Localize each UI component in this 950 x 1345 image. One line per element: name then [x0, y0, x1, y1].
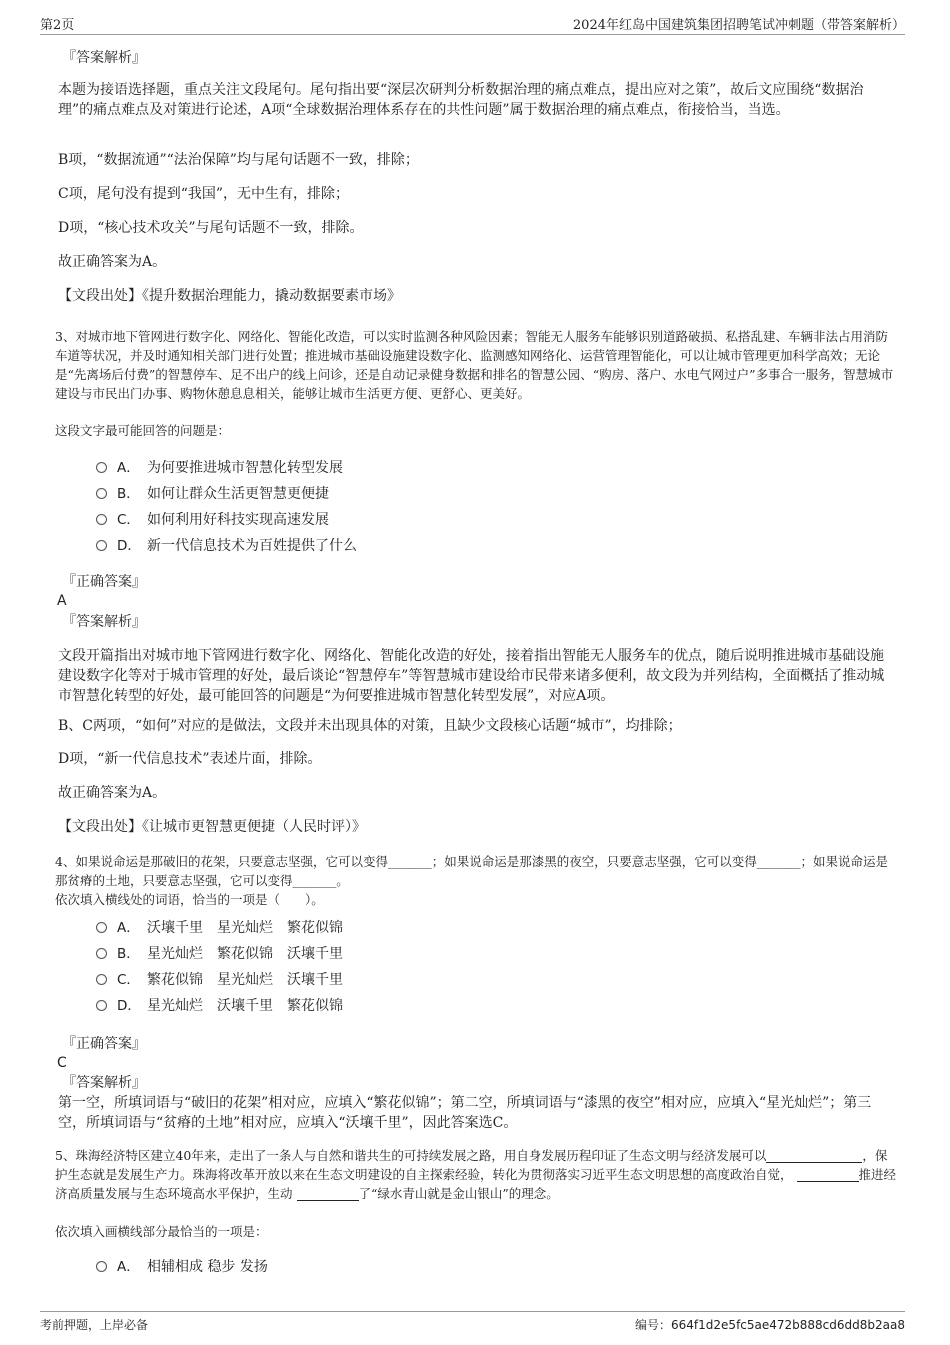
radio-icon[interactable] [96, 488, 107, 499]
radio-icon[interactable] [96, 922, 107, 933]
q4-analysis-text: 第一空，所填词语与“破旧的花架”相对应，应填入“繁花似锦”；第二空，所填词语与“漆黑的夜空”相对应，应填入“星光灿烂”；第三空，所填词语与“贫瘠的土地”相对应，应填入“沃壤千里”，因此答案选C。 [58, 1095, 872, 1131]
q5-blank-3 [297, 1186, 359, 1201]
q4-stem: 4、如果说命运是那破旧的花架，只要意志坚强，它可以变得_______；如果说命运是那漆黑的夜空，只要意志坚强，它可以变得_______；如果说命运是那贫瘠的土地，只要意志坚强，它可以变得_______。 [55, 854, 888, 888]
q3-option-a[interactable]: A． 为何要推进城市智慧化转型发展 [96, 456, 343, 477]
q3-answer-title: 『正确答案』 [62, 574, 146, 590]
document-title: 2024年红岛中国建筑集团招聘笔试冲刺题（带答案解析） [572, 18, 905, 33]
q2-conclusion: 故正确答案为A。 [58, 254, 167, 270]
q3-analysis-title: 『答案解析』 [62, 614, 146, 630]
q5-blank-1 [766, 1148, 862, 1163]
page-footer [40, 1311, 905, 1332]
q5-question: 依次填入画横线部分最恰当的一项是： [55, 1224, 268, 1239]
q4-analysis-title: 『答案解析』 [62, 1075, 146, 1091]
q4-option-d[interactable]: D． 星光灿烂 沃壤千里 繁花似锦 [96, 994, 343, 1015]
q5-blank-2 [797, 1167, 859, 1182]
q2-analysis-title: 『答案解析』 [62, 50, 146, 66]
q4-answer-title: 『正确答案』 [62, 1036, 146, 1052]
radio-icon[interactable] [96, 948, 107, 959]
radio-icon[interactable] [96, 514, 107, 525]
q2-source: 【文段出处】《提升数据治理能力，撬动数据要素市场》 [58, 288, 401, 304]
footer-slogan: 考前押题，上岸必备 [40, 1318, 149, 1332]
q3-answer: A [57, 593, 67, 609]
q2-analysis-text: 本题为接语选择题，重点关注文段尾句。尾句指出要“深层次研判分析数据治理的痛点难点，提出应对之策”，故后文应围绕“数据治理”的痛点难点及对策进行论述，A项“全球数据治理体系存在的共性问题”属于数据治理的痛点难点，衔接恰当，当选。 [58, 82, 864, 118]
page-header [40, 12, 905, 35]
q3-analysis-d: D项，“新一代信息技术”表述片面，排除。 [58, 751, 322, 767]
q4-option-a[interactable]: A． 沃壤千里 星光灿烂 繁花似锦 [96, 916, 343, 937]
q3-analysis-bc: B、C两项，“如何”对应的是做法，文段并未出现具体的对策，且缺少文段核心话题“城市”，均排除； [58, 718, 682, 734]
q4-question: 依次填入横线处的词语，恰当的一项是（ ）。 [55, 892, 324, 907]
radio-icon[interactable] [96, 1261, 107, 1272]
q2-analysis-b: B项，“数据流通”“法治保障”均与尾句话题不一致，排除； [58, 152, 419, 168]
q4-option-c[interactable]: C． 繁花似锦 星光灿烂 沃壤千里 [96, 968, 343, 989]
radio-icon[interactable] [96, 1000, 107, 1011]
q2-analysis-c: C项，尾句没有提到“我国”，无中生有，排除； [58, 186, 350, 202]
q3-option-c[interactable]: C． 如何利用好科技实现高速发展 [96, 508, 329, 529]
radio-icon[interactable] [96, 462, 107, 473]
radio-icon[interactable] [96, 540, 107, 551]
q3-source: 【文段出处】《让城市更智慧更便捷（人民时评）》 [58, 819, 366, 835]
q3-conclusion: 故正确答案为A。 [58, 785, 167, 801]
q3-analysis-text: 文段开篇指出对城市地下管网进行数字化、网络化、智能化改造的好处，接着指出智能无人服务车的优点，随后说明推进城市基础设施建设数字化等对于城市管理的好处，最后谈论“智慧停车”等智慧城市建设给市民带来诸多便利，故文段为并列结构，全面概括了推动城市智慧化转型的好处，最可能回答的问题是“为何要推进城市智慧化转型发展”，对应A项。 [58, 648, 885, 704]
q2-analysis-d: D项，“核心技术攻关”与尾句话题不一致，排除。 [58, 220, 364, 236]
q4-option-b[interactable]: B． 星光灿烂 繁花似锦 沃壤千里 [96, 942, 343, 963]
q3-question: 这段文字最可能回答的问题是： [55, 423, 231, 438]
q4-answer: C [57, 1055, 67, 1071]
radio-icon[interactable] [96, 974, 107, 985]
page-number: 第2页 [40, 18, 75, 33]
q3-option-d[interactable]: D． 新一代信息技术为百姓提供了什么 [96, 534, 357, 555]
footer-code: 编号：664f1d2e5fc5ae472b888cd6dd8b2aa8 [635, 1318, 905, 1332]
q5-option-a[interactable]: A． 相辅相成 稳步 发扬 [96, 1255, 268, 1276]
q5-stem: 5、珠海经济特区建立40年来，走出了一条人与自然和谐共生的可持续发展之路，用自身发展历程印证了生态文明与经济发展可以 ，保护生态就是发展生产力。珠海将改革开放以来在生态文明建设的自主探索经验，转化为贯彻落实习近平生态文明思想的高度政治自觉， 推进经济高质量发展与生态环境高水平保护，生动 了“绿水青山就是金山银山”的理念。 [55, 1148, 897, 1201]
q3-option-b[interactable]: B． 如何让群众生活更智慧更便捷 [96, 482, 329, 503]
q3-stem: 3、对城市地下管网进行数字化、网络化、智能化改造，可以实时监测各种风险因素；智能无人服务车能够识别道路破损、私搭乱建、车辆非法占用消防车道等状况，并及时通知相关部门进行处置；推进城市基础设施建设数字化、监测感知网络化、运营管理智能化，可以让城市管理更加科学高效；无论是“先离场后付费”的智慧停车、足不出户的线上问诊，还是自动记录健身数据和排名的智慧公园、“购房、落户、水电气网过户”多事合一服务，智慧城市建设与市民出门办事、购物休憩息息相关，能够让城市生活更方便、更舒心、更美好。 [55, 329, 894, 401]
